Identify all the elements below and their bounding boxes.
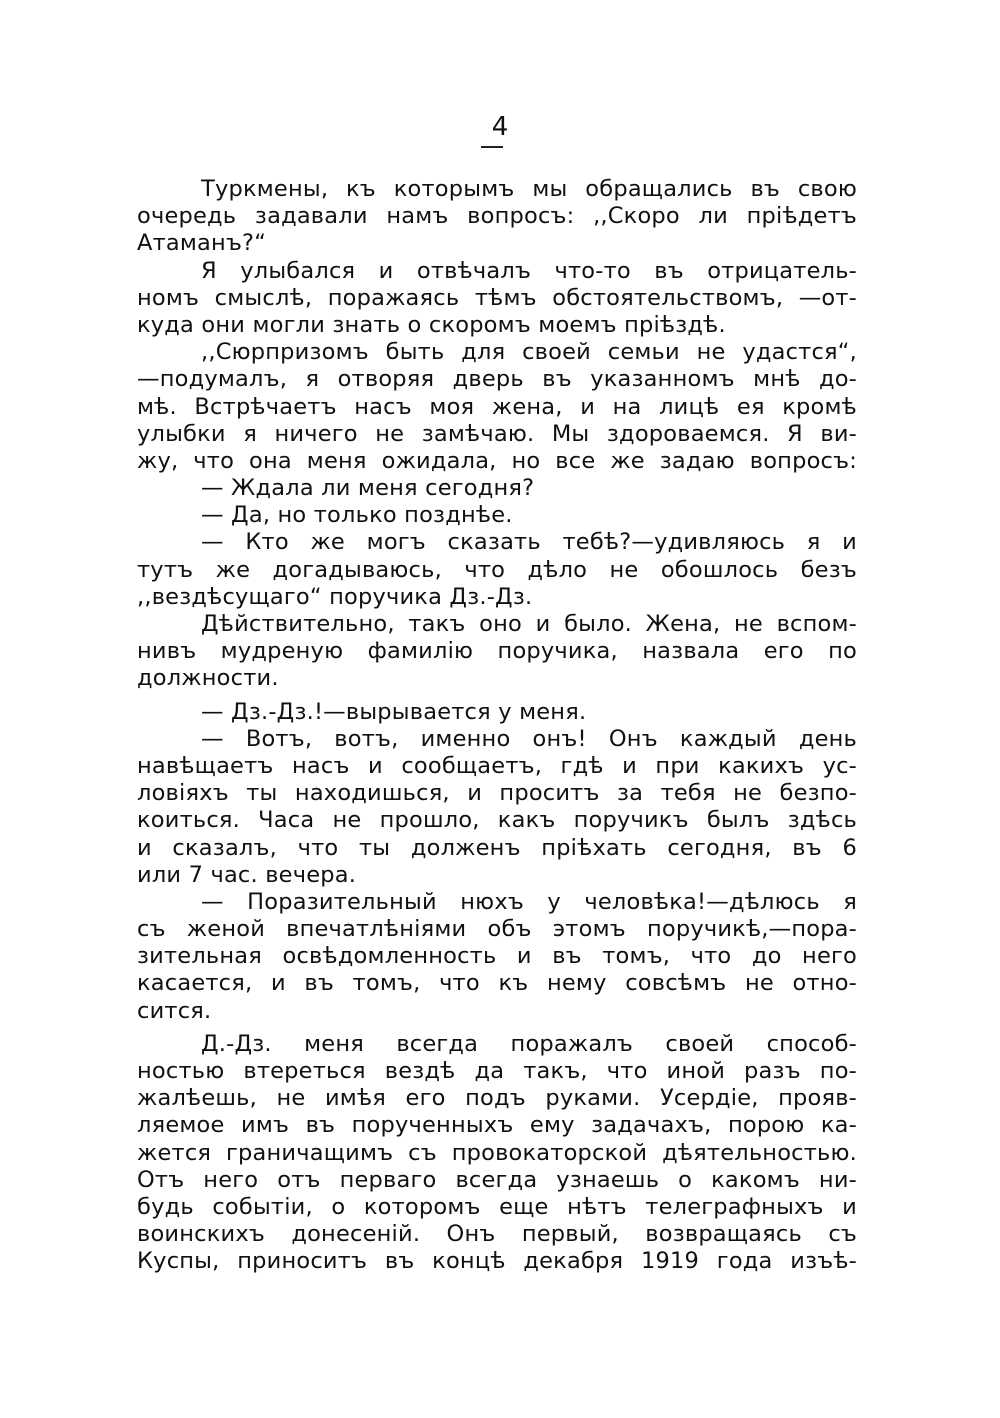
text-line: съ женой впечатлѣніями объ этомъ поручикѣ,—пора-: [137, 916, 857, 943]
text-line: касается, и въ томъ, что къ нему совсѣмъ не отно-: [137, 970, 857, 997]
text-line: Отъ него отъ перваго всегда узнаешь о какомъ ни-: [137, 1166, 857, 1193]
text-line: ловіяхъ ты находишься, и проситъ за тебя не безпо-: [137, 780, 857, 807]
text-line: жалѣешь, не имѣя его подъ руками. Усердіе, прояв-: [137, 1085, 857, 1112]
text-line: Атаманъ?“: [137, 230, 267, 257]
text-line: — Дз.-Дз.!—вырывается у меня.: [201, 698, 587, 725]
text-line: будь событіи, о которомъ еще нѣтъ телеграфныхъ и: [137, 1193, 857, 1220]
text-line: тутъ же догадываюсь, что дѣло не обошлось безъ: [137, 556, 857, 583]
text-line: номъ смыслѣ, поражаясь тѣмъ обстоятельствомъ, —от-: [137, 284, 857, 311]
text-line: —подумалъ, я отворяя дверь въ указанномъ мнѣ до-: [137, 366, 857, 393]
text-line: Д.-Дз. меня всегда поражалъ своей способ-: [201, 1030, 857, 1057]
text-line: воинскихъ донесеній. Онъ первый, возвращаясь съ: [137, 1221, 857, 1248]
text-line: и сказалъ, что ты долженъ пріѣхать сегодня, въ 6: [137, 834, 857, 861]
text-line: ляемое имъ въ порученныхъ ему задачахъ, порою ка-: [137, 1112, 857, 1139]
text-line: — Кто же могъ сказать тебѣ?—удивляюсь я и: [201, 529, 857, 556]
text-line: коиться. Часа не прошло, какъ поручикъ былъ здѣсь: [137, 807, 857, 834]
text-line: улыбки я ничего не замѣчаю. Мы здороваемся. Я ви-: [137, 420, 857, 447]
text-line: Я улыбался и отвѣчалъ что-то въ отрицатель-: [201, 257, 857, 284]
text-line: жется граничащимъ съ провокаторской дѣятельностью.: [137, 1139, 857, 1166]
text-line: жу, что она меня ожидала, но все же задаю вопросъ:: [137, 447, 857, 474]
text-line: Куспы, приноситъ въ концѣ декабря 1919 года изъѣ-: [137, 1248, 857, 1275]
text-line: — Да, но только позднѣе.: [201, 502, 513, 529]
text-line: нивъ мудреную фамилію поручика, назвала его по: [137, 638, 857, 665]
text-line: ,,Сюрпризомъ быть для своей семьи не удастся“,: [201, 339, 857, 366]
text-line: мѣ. Встрѣчаетъ насъ моя жена, и на лицѣ ея кромѣ: [137, 393, 857, 420]
text-line: или 7 час. вечера.: [137, 861, 357, 888]
text-line: куда они могли знать о скоромъ моемъ пріѣздѣ.: [137, 311, 726, 338]
page-number: 4: [491, 112, 509, 142]
text-line: навѣщаетъ насъ и сообщаетъ, гдѣ и при какихъ ус-: [137, 752, 857, 779]
text-line: — Вотъ, вотъ, именно онъ! Онъ каждый день: [201, 725, 857, 752]
body-text: [137, 176, 857, 1276]
text-line: Туркмены, къ которымъ мы обращались въ свою: [201, 176, 857, 202]
text-line: зительная освѣдомленность и въ томъ, что до него: [137, 943, 857, 970]
text-line: сится.: [137, 997, 212, 1024]
text-line: должности.: [137, 665, 279, 692]
text-line: — Поразительный нюхъ у человѣка!—дѣлюсь я: [201, 888, 857, 915]
page-number-underline: [481, 146, 503, 148]
text-line: — Ждала ли меня сегодня?: [201, 475, 535, 502]
text-line: ,,вездѣсущаго“ поручика Дз.-Дз.: [137, 583, 533, 610]
text-line: очередь задавали намъ вопросъ: ,,Скоро ли пріѣдетъ: [137, 203, 857, 230]
text-line: Дѣйствительно, такъ оно и было. Жена, не вспом-: [201, 611, 857, 637]
text-line: ностью втереться вездѣ да такъ, что иной разъ по-: [137, 1058, 857, 1084]
